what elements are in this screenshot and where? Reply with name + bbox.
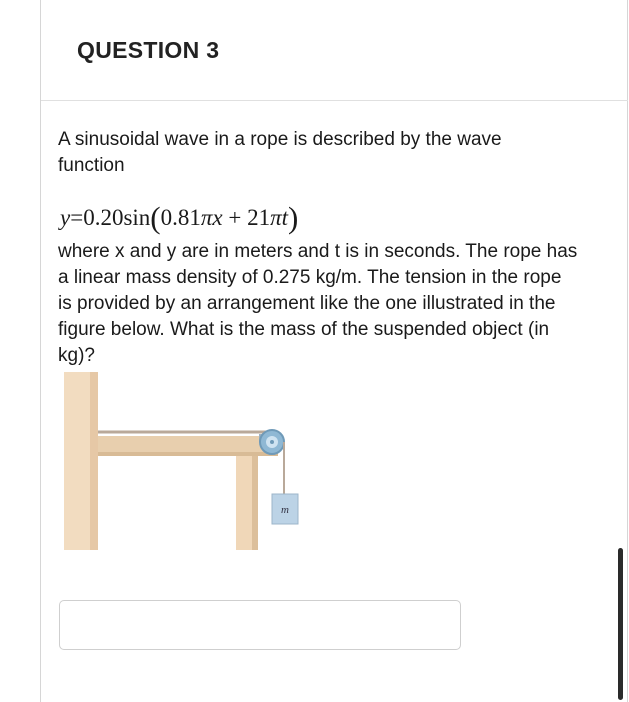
scrollbar[interactable] xyxy=(618,548,623,700)
formula-omega: 21 xyxy=(247,205,271,230)
formula-t: t xyxy=(281,205,289,230)
formula-plus: + xyxy=(228,205,242,230)
title-divider xyxy=(41,100,628,101)
answer-input[interactable] xyxy=(59,600,461,650)
mass-label: m xyxy=(281,504,289,516)
formula-k: 0.81 xyxy=(160,205,201,230)
formula-equals: = xyxy=(70,205,84,230)
question-body: where x and y are in meters and t is in seconds. The rope has a linear mass density of 0.275 kg/m. The tension in the rope is provided by an arrangement like the one illustrated in the figure below. What is the mass of the suspended object (in kg)? xyxy=(58,241,578,366)
formula-open-paren: ( xyxy=(150,200,161,235)
wave-function-formula xyxy=(60,200,298,236)
formula-pi-1: π xyxy=(200,205,213,230)
question-title: QUESTION 3 xyxy=(77,37,220,63)
formula-sin: sin xyxy=(123,205,151,230)
question-intro: A sinusoidal wave in a rope is described by the wave function xyxy=(58,129,502,176)
pulley-figure xyxy=(64,370,324,560)
formula-x: x xyxy=(212,205,223,230)
formula-close-paren: ) xyxy=(288,200,299,235)
formula-pi-2: π xyxy=(270,205,282,230)
formula-y: y xyxy=(60,205,71,230)
formula-amplitude: 0.20 xyxy=(83,205,124,230)
